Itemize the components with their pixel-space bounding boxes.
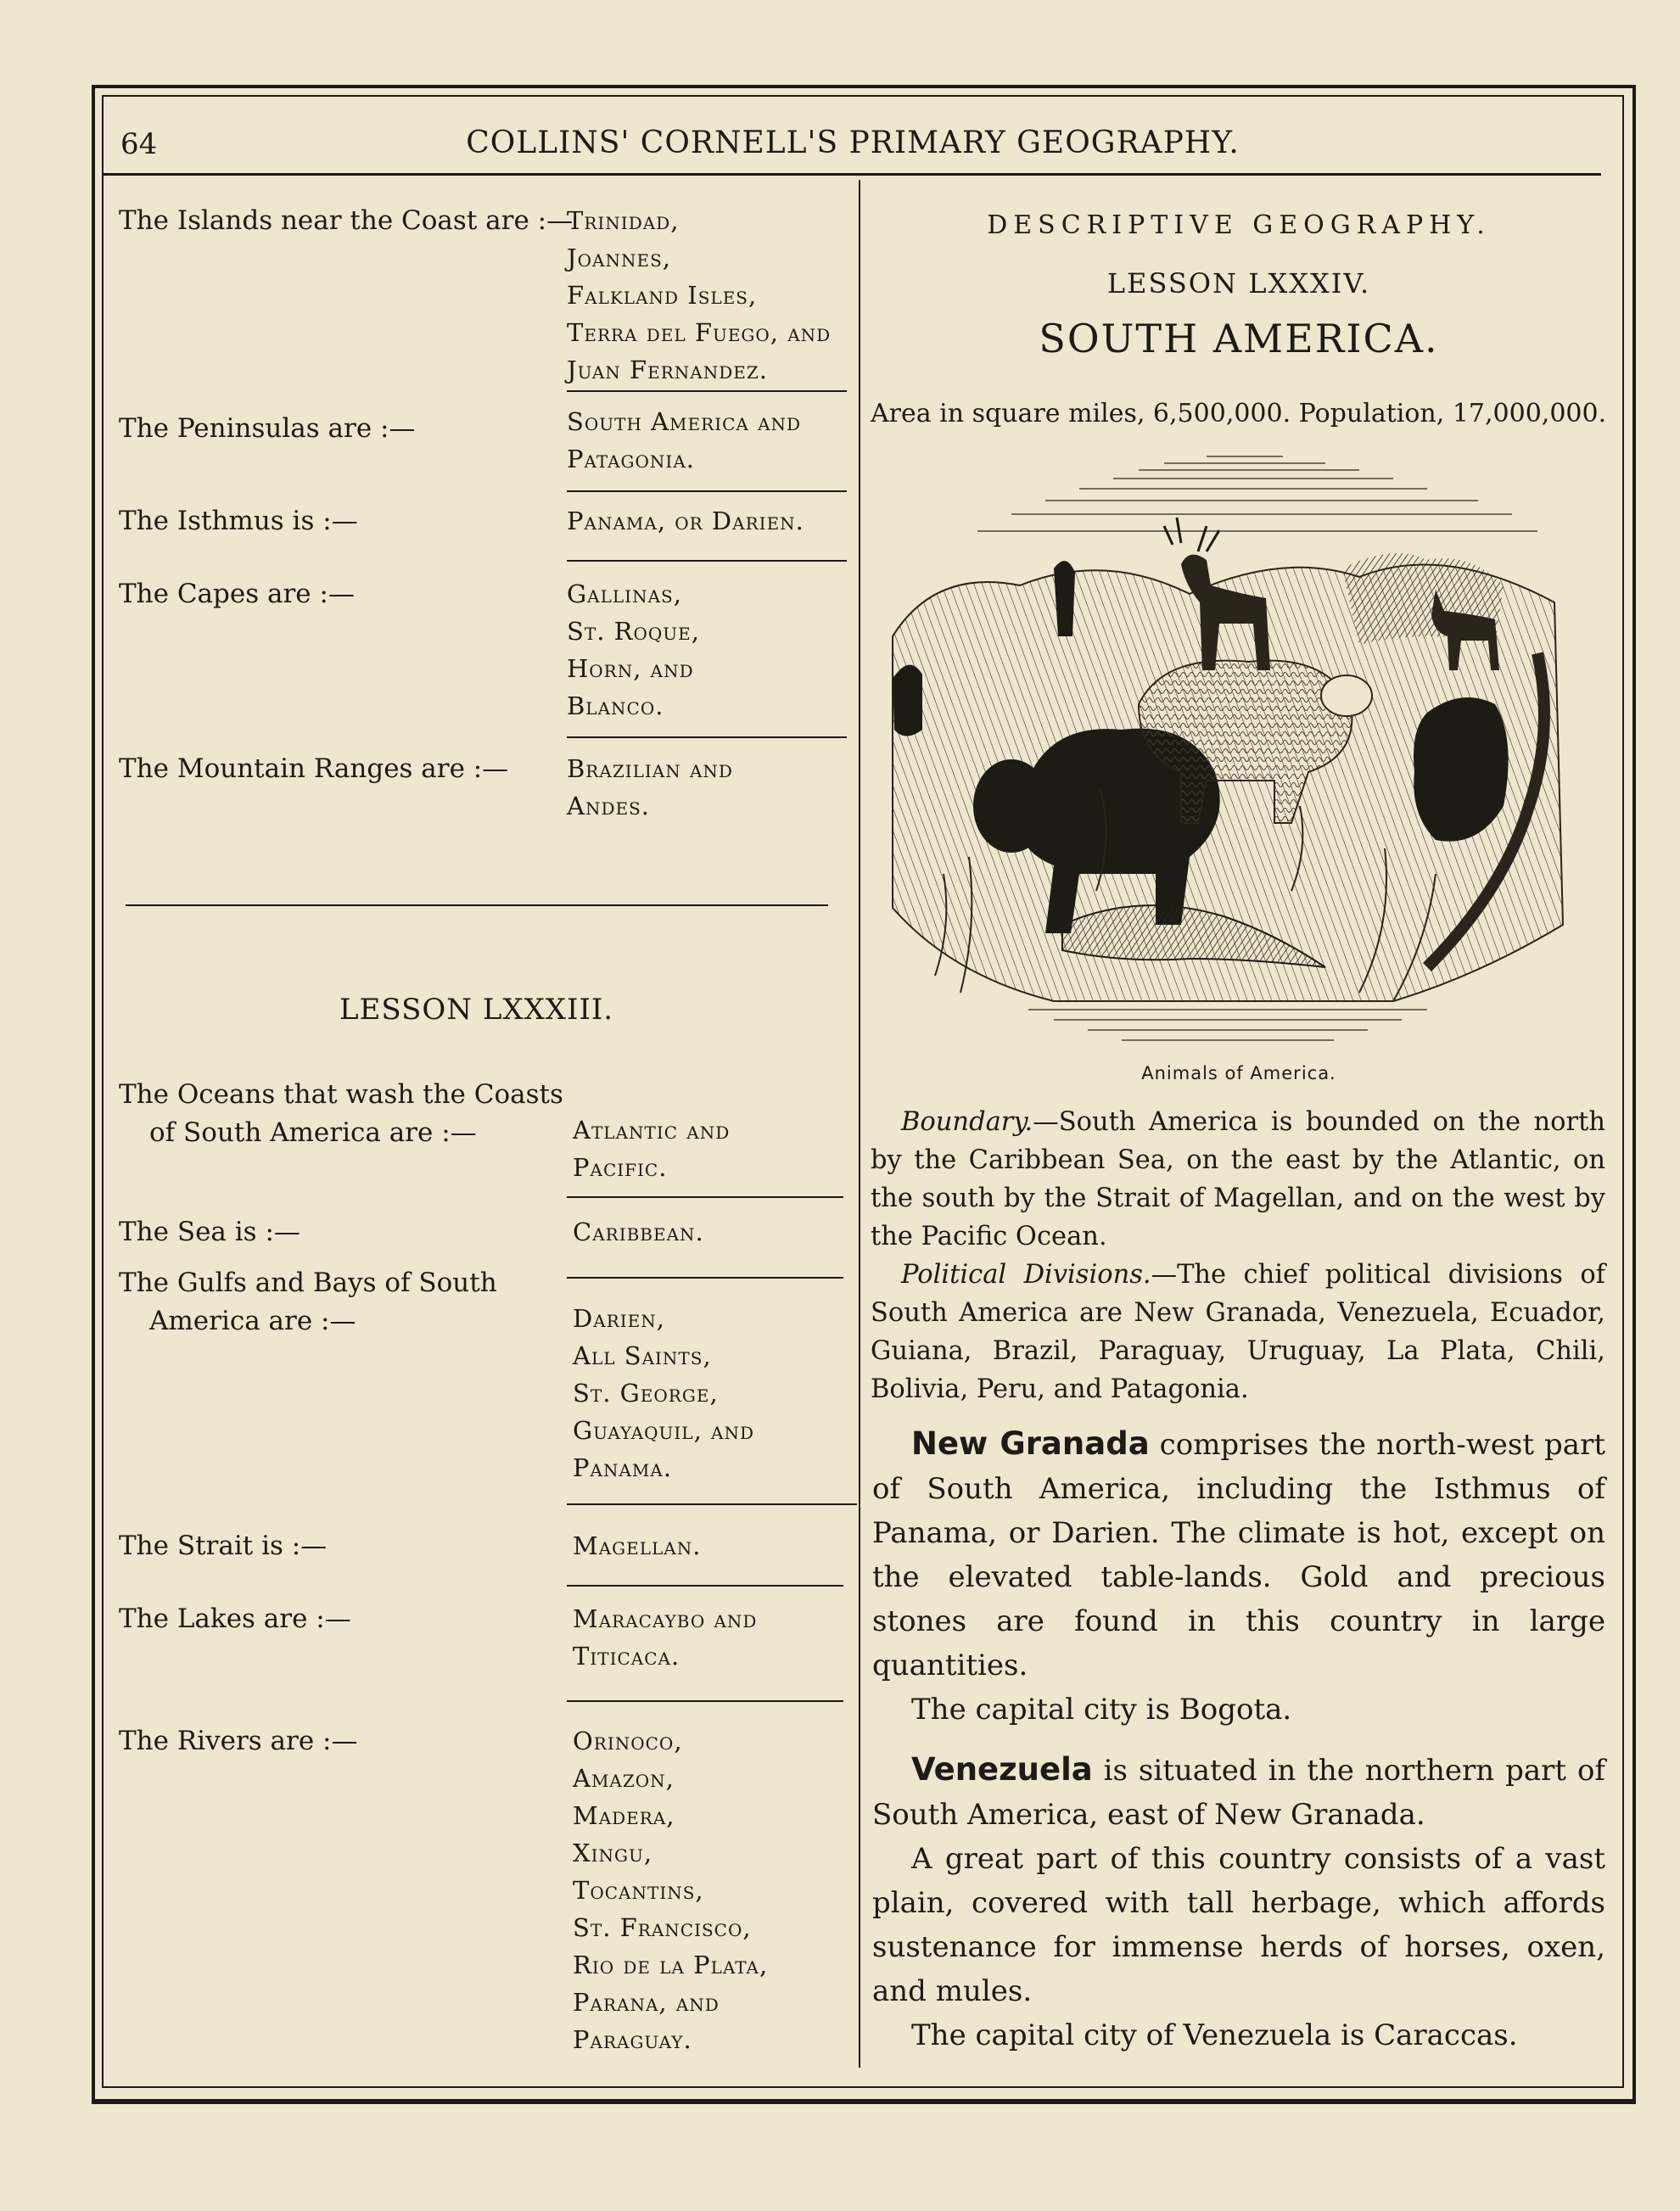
answer-line: Guayaquil, and [573, 1416, 754, 1445]
answer-line: Juan Fernandez. [567, 355, 768, 384]
answer-islands [567, 202, 831, 389]
question-capes: The Capes are :— [119, 579, 355, 609]
venezuela-paragraph: A great part of this country consists of a vast plain, covered with tall herbage, which affords sustenance for immense herds of horses, oxen, and mules. [872, 1842, 1605, 2008]
answer-line: Darien, [573, 1304, 665, 1333]
venezuela-text: is situated in the northern part of South America, east of New Granada. [872, 1754, 1605, 1832]
page-header [102, 119, 1604, 170]
boundary-text: —South America is bounded on the north by the Caribbean Sea, on the east by the Atlantic, on the south by the Strait of Magellan, and on the west by the Pacific Ocean. [871, 1107, 1605, 1251]
answer-line: Paraguay. [573, 2025, 692, 2054]
answer-gulfs [573, 1300, 754, 1486]
section-label: DESCRIPTIVE GEOGRAPHY. [987, 210, 1491, 240]
answer-line: Horn, and [567, 654, 694, 683]
answer-line: Patagonia. [567, 445, 695, 473]
question-line: America are :— [149, 1306, 356, 1336]
new-granada-capital: The capital city is Bogota. [911, 1693, 1292, 1727]
question-strait [119, 1527, 327, 1565]
question-lakes [119, 1600, 351, 1638]
area-population-line: Area in square miles, 6,500,000. Population, 17,000,000. [871, 399, 1607, 428]
new-granada-text: comprises the north-west part of South America, including the Isthmus of Panama, or Darien. The climate is hot, except on the elevated table-lands. Gold and precious stones are found in this country in large quantities. [872, 1428, 1605, 1682]
venezuela-heading: Venezuela [911, 1751, 1093, 1788]
answer-capes [567, 575, 700, 725]
answer-line: Andes. [567, 792, 650, 820]
new-granada-section [872, 1422, 1605, 1732]
answer-line: Rio de la Plata, [573, 1951, 769, 1979]
question-line: The Gulfs and Bays of South [119, 1268, 497, 1298]
page-number: 64 [120, 127, 158, 161]
animals-engraving [884, 450, 1571, 1052]
chapter-title: SOUTH AMERICA. [1039, 316, 1439, 361]
answer-rule [567, 490, 847, 492]
answer-peninsulas [567, 403, 801, 478]
answer-line: Maracaybo and [573, 1604, 758, 1633]
answer-line: Parana, and [573, 1988, 720, 2017]
answer-line: All Saints, [573, 1341, 712, 1370]
answer-rule [567, 1503, 857, 1505]
answer-rule [567, 1277, 843, 1279]
answer-line: Tocantins, [573, 1876, 704, 1905]
answer-line: Pacific. [573, 1153, 668, 1182]
answer-rule [567, 1585, 843, 1587]
answer-line: Panama, or Darien. [567, 507, 804, 535]
answer-line: Joannes, [567, 243, 671, 272]
answer-line: Caribbean. [573, 1217, 704, 1246]
header-rule [104, 173, 1601, 176]
venezuela-capital: The capital city of Venezuela is Caraccas. [911, 2018, 1518, 2052]
question-line: The Strait is :— [119, 1531, 328, 1561]
answer-rivers [573, 1722, 768, 2058]
question-peninsulas: The Peninsulas are :— [119, 413, 416, 444]
answer-line: Gallinas, [567, 579, 682, 608]
question-line: The Sea is :— [119, 1217, 300, 1247]
question-gulfs [119, 1264, 497, 1341]
answer-line: Xingu, [573, 1839, 653, 1867]
illustration-caption: Animals of America. [1141, 1063, 1336, 1083]
answer-line: Terra del Fuego, and [567, 318, 832, 347]
question-rivers [119, 1722, 357, 1760]
answer-line: St. Roque, [567, 617, 700, 646]
answer-line: St. Francisco, [573, 1913, 752, 1942]
question-oceans [119, 1076, 563, 1152]
answer-sea [573, 1213, 704, 1251]
answer-line: Magellan. [573, 1531, 702, 1560]
answer-rule [567, 390, 847, 392]
answer-line: Orinoco, [573, 1727, 683, 1755]
answer-rule [567, 1700, 843, 1702]
boundary-paragraph [871, 1103, 1605, 1408]
answer-rule [567, 736, 847, 738]
answer-line: Trinidad, [567, 206, 680, 235]
answer-line: Falkland Isles, [567, 281, 758, 310]
section-divider [126, 904, 828, 906]
answer-line: St. George, [573, 1379, 719, 1408]
answer-oceans [573, 1111, 730, 1186]
political-text: —The chief political divisions of South America are New Granada, Venezuela, Ecuador, Guiana, Brazil, Paraguay, Uruguay, La Plata, Chili, Bolivia, Peru, and Patagonia. [871, 1260, 1605, 1404]
venezuela-section [872, 1748, 1605, 2057]
answer-rule [567, 560, 847, 562]
answer-line: Brazilian and [567, 754, 733, 783]
question-mountains: The Mountain Ranges are :— [119, 753, 509, 784]
question-line: The Oceans that wash the Coasts [119, 1079, 563, 1110]
question-isthmus: The Isthmus is :— [119, 506, 358, 536]
question-line: The Lakes are :— [119, 1604, 351, 1634]
answer-line: Panama. [573, 1453, 673, 1482]
running-title: COLLINS' CORNELL'S PRIMARY GEOGRAPHY. [466, 126, 1240, 160]
answer-lakes [573, 1600, 757, 1675]
new-granada-heading: New Granada [911, 1425, 1150, 1462]
answer-isthmus [567, 502, 804, 540]
lesson-84-title: LESSON LXXXIV. [1106, 267, 1371, 299]
question-line: The Rivers are :— [119, 1726, 358, 1756]
question-line: of South America are :— [149, 1117, 477, 1148]
answer-line: Blanco. [567, 691, 664, 720]
answer-rule [567, 1196, 843, 1198]
answer-strait [573, 1527, 701, 1564]
boundary-label: Boundary. [901, 1107, 1033, 1137]
answer-line: Amazon, [573, 1764, 675, 1793]
answer-line: South America and [567, 407, 802, 436]
column-divider [859, 180, 860, 2068]
question-sea [119, 1213, 300, 1251]
question-islands: The Islands near the Coast are :— [119, 205, 574, 236]
political-label: Political Divisions. [901, 1260, 1151, 1290]
answer-line: Atlantic and [573, 1116, 731, 1145]
lesson-83-title: LESSON LXXXIII. [339, 993, 614, 1027]
answer-line: Madera, [573, 1801, 675, 1830]
answer-mountains [567, 750, 733, 825]
answer-line: Titicaca. [573, 1642, 680, 1671]
